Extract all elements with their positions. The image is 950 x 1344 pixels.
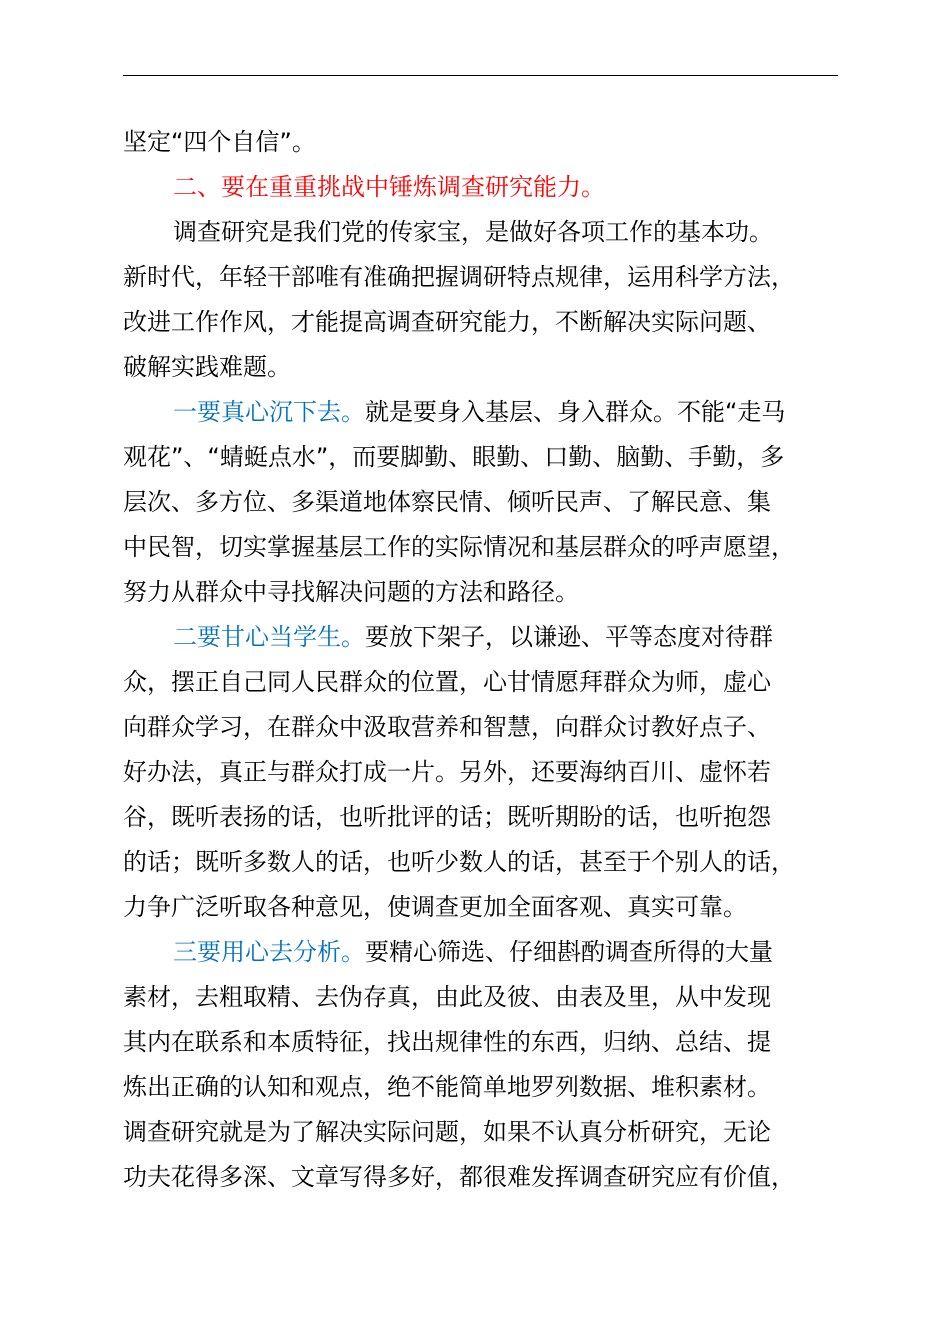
text-line: 改进工作作风，才能提高调查研究能力，不断解决实际问题、 [123,308,771,336]
text-line: 谷，既听表扬的话，也听批评的话；既听期盼的话，也听抱怨 [123,803,771,831]
text-line: 向群众学习，在群众中汲取营养和智慧，向群众讨教好点子、 [123,713,771,741]
text-line: 调查研究是我们党的传家宝，是做好各项工作的基本功。 [173,218,773,246]
text-line: 中民智，切实掌握基层工作的实际情况和基层群众的呼声愿望， [123,533,795,561]
point-lead-1: 一要真心沉下去。 [173,398,365,426]
paragraph-first-line [123,930,858,975]
text-line: 素材，去粗取精、去伪存真，由此及彼、由表及里，从中发现 [123,983,771,1011]
text-line: 新时代，年轻干部唯有准确把握调研特点规律，运用科学方法， [123,263,795,291]
text-line: 力争广泛听取各种意见，使调查更加全面客观、真实可靠。 [123,893,747,921]
text-line: 众，摆正自己同人民群众的位置，心甘情愿拜群众为师，虚心 [123,668,771,696]
text-line: 功夫花得多深、文章写得多好，都很难发挥调查研究应有价值， [123,1163,795,1191]
text-line: 要精心筛选、仔细斟酌调查所得的大量 [365,938,773,966]
point-lead-3: 三要用心去分析。 [173,938,365,966]
paragraph-first-line [123,615,858,660]
text-line: 破解实践难题。 [123,353,291,381]
text-line: 好办法，真正与群众打成一片。另外，还要海纳百川、虚怀若 [123,758,771,786]
text-line: 调查研究就是为了解决实际问题，如果不认真分析研究，无论 [123,1118,771,1146]
text-line: 炼出正确的认知和观点，绝不能简单地罗列数据、堆积素材。 [123,1073,771,1101]
text-line: 努力从群众中寻找解决问题的方法和路径。 [123,578,579,606]
text-line: 层次、多方位、多渠道地体察民情、倾听民声、了解民意、集 [123,488,771,516]
text-line: 要放下架子，以谦逊、平等态度对待群 [365,623,773,651]
header-rule [123,75,838,76]
paragraph-first-line [123,390,858,435]
text-line: 观花”、“蜻蜓点水”，而要脚勤、眼勤、口勤、脑勤、手勤，多 [123,443,785,471]
text-line: 就是要身入基层、身入群众。不能“走马 [365,398,786,426]
text-line: 其内在联系和本质特征，找出规律性的东西，归纳、总结、提 [123,1028,771,1056]
text-line: 的话；既听多数人的话，也听少数人的话，甚至于个别人的话， [123,848,795,876]
body-text [123,120,858,1200]
text-line: 坚定“四个自信”。 [123,128,316,156]
section-heading: 二、要在重重挑战中锤炼调查研究能力。 [173,173,605,201]
point-lead-2: 二要甘心当学生。 [173,623,365,651]
